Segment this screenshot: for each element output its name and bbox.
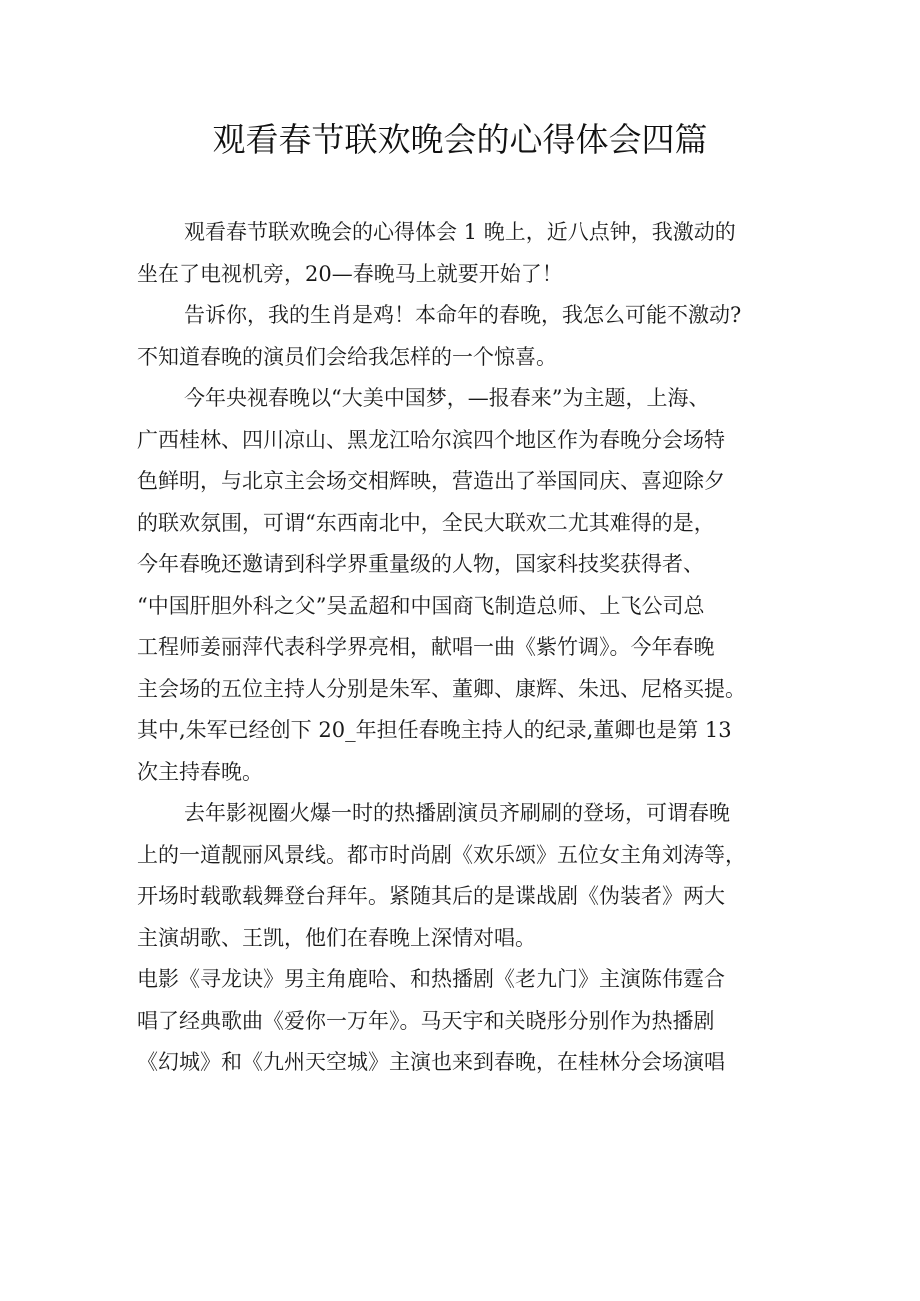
paragraph-line: 告诉你，我的生肖是鸡！本命年的春晚，我怎么可能不激动? (184, 303, 742, 327)
paragraph-line: 坐在了电视机旁，20—春晚马上就要开始了！ (137, 261, 563, 286)
paragraph-line: 上的一道靓丽风景线。都市时尚剧《欢乐颂》五位女主角刘涛等， (137, 842, 746, 867)
paragraph-line: 工程师姜丽萍代表科学界亮相，献唱一曲《紫竹调》。今年春晚 (137, 635, 715, 659)
paragraph-line: 今年春晚还邀请到科学界重量级的人物，国家科技奖获得者、 (137, 552, 704, 576)
paragraph-line: 不知道春晚的演员们会给我怎样的一个惊喜。 (137, 344, 557, 369)
paragraph-line: 主会场的五位主持人分别是朱军、董卿、康辉、朱迅、尼格买提。 (137, 676, 746, 701)
paragraph-line: 《幻城》和《九州天空城》主演也来到春晚，在桂林分会场演唱 (137, 1050, 725, 1074)
paragraph-line: 开场时载歌载舞登台拜年。紧随其后的是谍战剧《伪装者》两大 (137, 884, 725, 908)
paragraph-line: 其中,朱军已经创下 20_年担任春晚主持人的纪录,董卿也是第 13 (137, 718, 732, 742)
paragraph-line: 的联欢氛围，可谓“东西南北中，全民大联欢二尤其难得的是， (137, 510, 715, 535)
document-title: 观看春节联欢晚会的心得体会四篇 (212, 120, 708, 159)
paragraph-line: 去年影视圈火爆一时的热播剧演员齐刷刷的登场，可谓春晚 (184, 801, 730, 825)
paragraph-line: 主演胡歌、王凯，他们在春晚上深情对唱。 (137, 925, 536, 950)
paragraph-line: 唱了经典歌曲《爱你一万年》。马天宇和关晓彤分别作为热播剧 (137, 1008, 715, 1033)
paragraph-line: 电影《寻龙诀》男主角鹿哈、和热播剧《老九门》主演陈伟霆合 (137, 967, 725, 991)
paragraph-line: “中国肝胆外科之父”吴孟超和中国商飞制造总师、上飞公司总 (137, 593, 705, 618)
paragraph-line: 今年央视春晚以“大美中国梦，—报春来”为主题，上海、 (184, 386, 710, 410)
paragraph-line: 广西桂林、四川凉山、黑龙江哈尔滨四个地区作为春晚分会场特 (137, 427, 725, 452)
paragraph-line: 观看春节联欢晚会的心得体会 1 晚上，近八点钟，我激动的 (184, 220, 736, 244)
paragraph-line: 次主持春晚。 (137, 759, 263, 784)
document-body (137, 212, 787, 1084)
paragraph-line: 色鲜明，与北京主会场交相辉映，营造出了举国同庆、喜迎除夕 (137, 469, 725, 493)
